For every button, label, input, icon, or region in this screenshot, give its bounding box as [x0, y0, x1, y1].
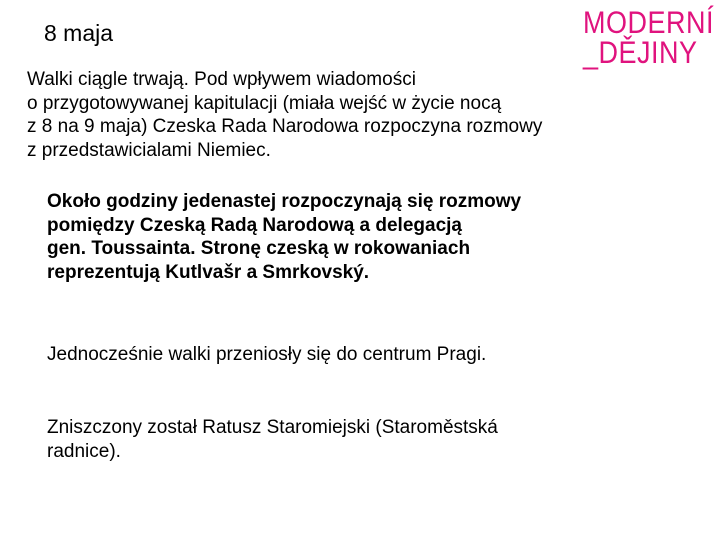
- moderni-dejiny-logo: [583, 4, 717, 70]
- bold-line: gen. Toussainta. Stronę czeską w rokowaniach: [47, 238, 471, 259]
- paragraph-fighting-prague: Jednocześnie walki przeniosły się do centrum Pragi.: [47, 344, 487, 365]
- town-hall-line: Zniszczony został Ratusz Staromiejski (Staroměstská: [47, 417, 498, 438]
- logo-line-1: MODERNÍ: [583, 5, 714, 40]
- intro-line: Walki ciągle trwają. Pod wpływem wiadomości: [27, 69, 416, 90]
- intro-line: o przygotowywanej kapitulacji (miała wejść w życie nocą: [27, 92, 502, 114]
- slide-title: 8 maja: [44, 20, 114, 46]
- intro-line: z przedstawicialami Niemiec.: [27, 139, 271, 161]
- town-hall-line: radnice).: [47, 440, 121, 462]
- logo-line-2: _DĚJINY: [583, 35, 698, 70]
- paragraph-town-hall: [47, 416, 707, 463]
- bold-line: Około godziny jedenastej rozpoczynają się rozmowy: [47, 191, 522, 212]
- bold-line: reprezentują Kutlvašr a Smrkovský.: [47, 261, 370, 283]
- bold-paragraph: [47, 190, 707, 284]
- intro-line: z 8 na 9 maja) Czeska Rada Narodowa rozpoczyna rozmowy: [27, 116, 543, 137]
- bold-line: pomiędzy Czeską Radą Narodową a delegacją: [47, 214, 462, 236]
- intro-paragraph: [27, 68, 707, 162]
